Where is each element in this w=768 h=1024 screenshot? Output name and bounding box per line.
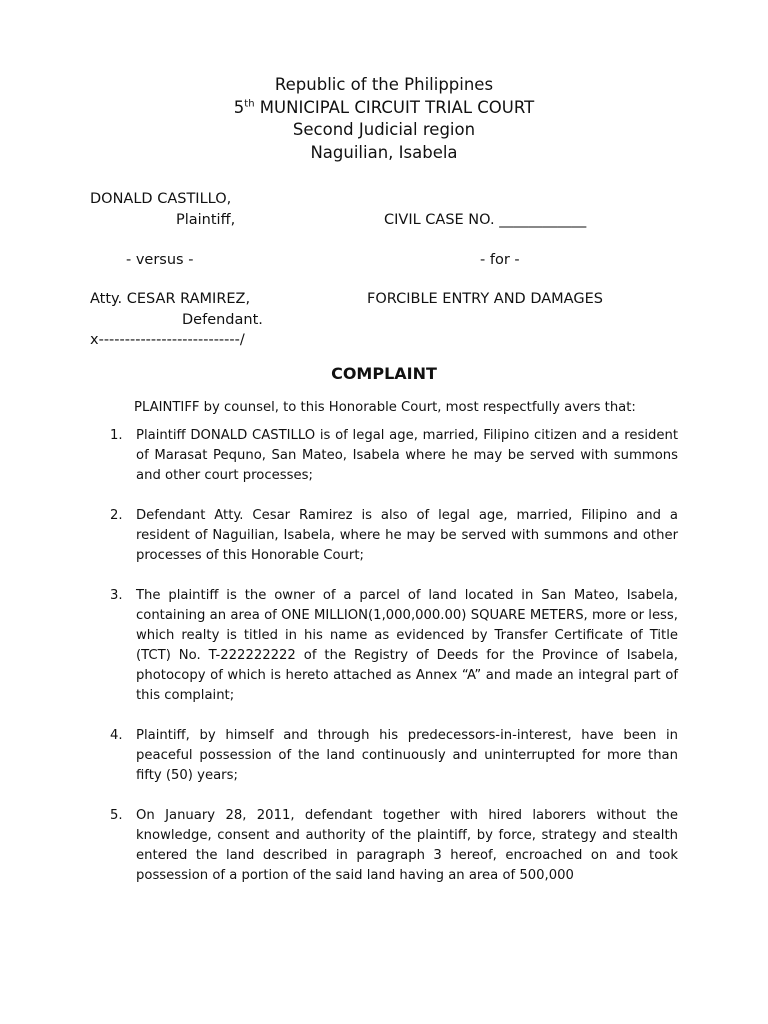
plaintiff-name: DONALD CASTILLO, — [90, 191, 232, 207]
allegation-number: 5. — [110, 808, 123, 823]
court-number: 5 — [233, 97, 245, 117]
case-nature: FORCIBLE ENTRY AND DAMAGES — [367, 291, 603, 307]
for-label: - for - — [480, 252, 520, 268]
allegation-number: 1. — [110, 428, 123, 443]
allegation-item — [102, 506, 678, 566]
plaintiff-role: Plaintiff, — [176, 212, 236, 228]
allegation-number: 4. — [110, 728, 123, 743]
allegation-text: Defendant Atty. Cesar Ramirez is also of legal age, married, Filipino and a resident of Naguilian, Isabela, where he may be served with summons and other processes of this Honorable Court; — [136, 508, 678, 563]
header-region: Second Judicial region — [292, 120, 476, 139]
defendant-role: Defendant. — [182, 312, 263, 328]
versus-label: - versus - — [126, 252, 194, 268]
allegation-item — [102, 806, 678, 886]
header-court-name — [0, 97, 768, 120]
document-title: COMPLAINT — [331, 364, 437, 383]
header-location: Naguilian, Isabela — [310, 142, 458, 162]
allegation-text: On January 28, 2011, defendant together with hired laborers without the knowledge, consent and authority of the plaintiff, by force, strategy and stealth entered the land described in paragraph 3 hereof, encroached on and took possession of a portion of the said land having an area of 500,000 — [136, 808, 678, 883]
civil-case-number: CIVIL CASE NO. ____________ — [384, 212, 587, 228]
defendant-name: Atty. CESAR RAMIREZ, — [90, 291, 251, 307]
allegation-item — [102, 726, 678, 786]
allegation-text: The plaintiff is the owner of a parcel of land located in San Mateo, Isabela, containing an area of ONE MILLION(1,000,000.00) SQUARE METERS, more or less, which realty is titled in his name as evidenced by Transfer Certificate of Title (TCT) No. T-222222222 of the Registry of Deeds for the Province of Isabela, photocopy of which is hereto attached as Annex “A” and made an integral part of this complaint; — [136, 588, 678, 703]
court-title: MUNICIPAL CIRCUIT TRIAL COURT — [254, 97, 535, 117]
intro-text: PLAINTIFF by counsel, to this Honorable Court, most respectfully avers that: — [134, 400, 636, 415]
court-number-suffix: th — [244, 98, 255, 109]
court-header — [0, 74, 768, 164]
allegation-item — [102, 426, 678, 486]
allegation-text: Plaintiff DONALD CASTILLO is of legal age, married, Filipino citizen and a resident of Marasat Pequno, San Mateo, Isabela where he may be served with summons and other court processes; — [136, 428, 678, 483]
allegation-item — [102, 586, 678, 706]
allegation-text: Plaintiff, by himself and through his predecessors-in-interest, have been in peaceful possession of the land continuously and uninterrupted for more than fifty (50) years; — [136, 728, 678, 783]
caption-separator: x---------------------------/ — [90, 332, 245, 348]
allegation-number: 3. — [110, 588, 123, 603]
allegation-number: 2. — [110, 508, 123, 523]
allegations-list — [102, 426, 678, 906]
header-republic: Republic of the Philippines — [274, 75, 494, 94]
